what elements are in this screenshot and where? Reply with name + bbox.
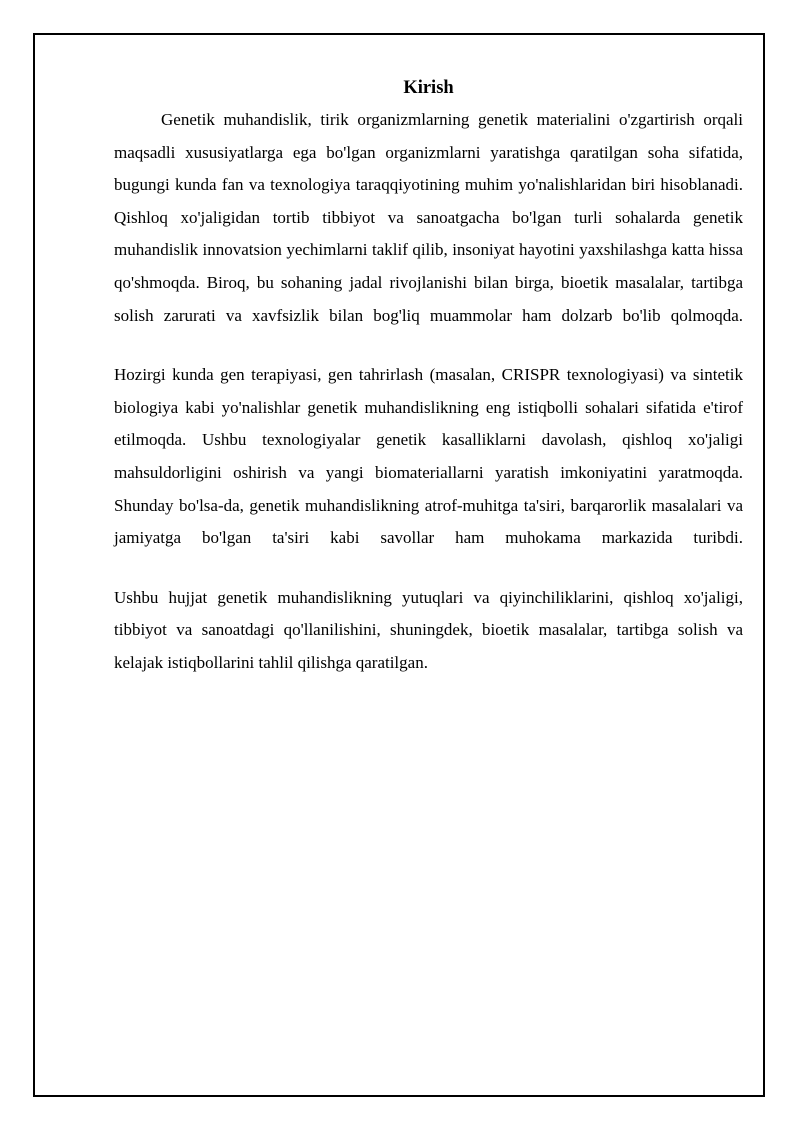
paragraph-spacer [114, 555, 743, 582]
document-body [114, 74, 743, 680]
paragraph-purpose: Ushbu hujjat genetik muhandislikning yutuqlari va qiyinchiliklarini, qishloq xo'jaligi, tibbiyot va sanoatdagi qo'llanilishini, shuningdek, bioetik masalalar, tartibga solish va kelajak istiqbollarini tahlil qilishga qaratilgan. [114, 587, 743, 672]
paragraph-intro: Genetik muhandislik, tirik organizmlarning genetik materialini o'zgartirish orqali maqsadli xususiyatlarga ega bo'lgan organizmlarni yaratishga qaratilgan soha sifatida, bugungi kunda fan va texnologiya taraqqiyotining muhim yo'nalishlaridan biri hisoblanadi. Qishloq xo'jaligidan tortib tibbiyot va sanoatgacha bo'lgan turli sohalarda genetik muhandislik innovatsion yechimlarni taklif qilib, insoniyat hayotini yaxshilashga katta hissa qo'shmoqda. Biroq, bu sohaning jadal rivojlanishi bilan birga, bioetik masalalar, tartibga solish zarurati va xavfsizlik bilan bog'liq muammolar ham dolzarb bo'lib qolmoqda. [114, 110, 743, 325]
paragraph-spacer [114, 332, 743, 359]
paragraph-technologies: Hozirgi kunda gen terapiyasi, gen tahrirlash (masalan, CRISPR texnologiyasi) va sintetik biologiya kabi yo'nalishlar genetik muhandislikning eng istiqbolli sohalari sifatida e'tirof etilmoqda. Ushbu texnologiyalar genetik kasalliklarni davolash, qishloq xo'jaligi mahsuldorligini oshirish va yangi biomateriallarni yaratish imkoniyatini yaratmoqda. Shunday bo'lsa-da, genetik muhandislikning atrof-muhitga ta'siri, barqarorlik masalalari va jamiyatga bo'lgan ta'siri kabi savollar ham muhokama markazida turibdi. [114, 365, 743, 548]
document-heading: Kirish [403, 78, 454, 98]
